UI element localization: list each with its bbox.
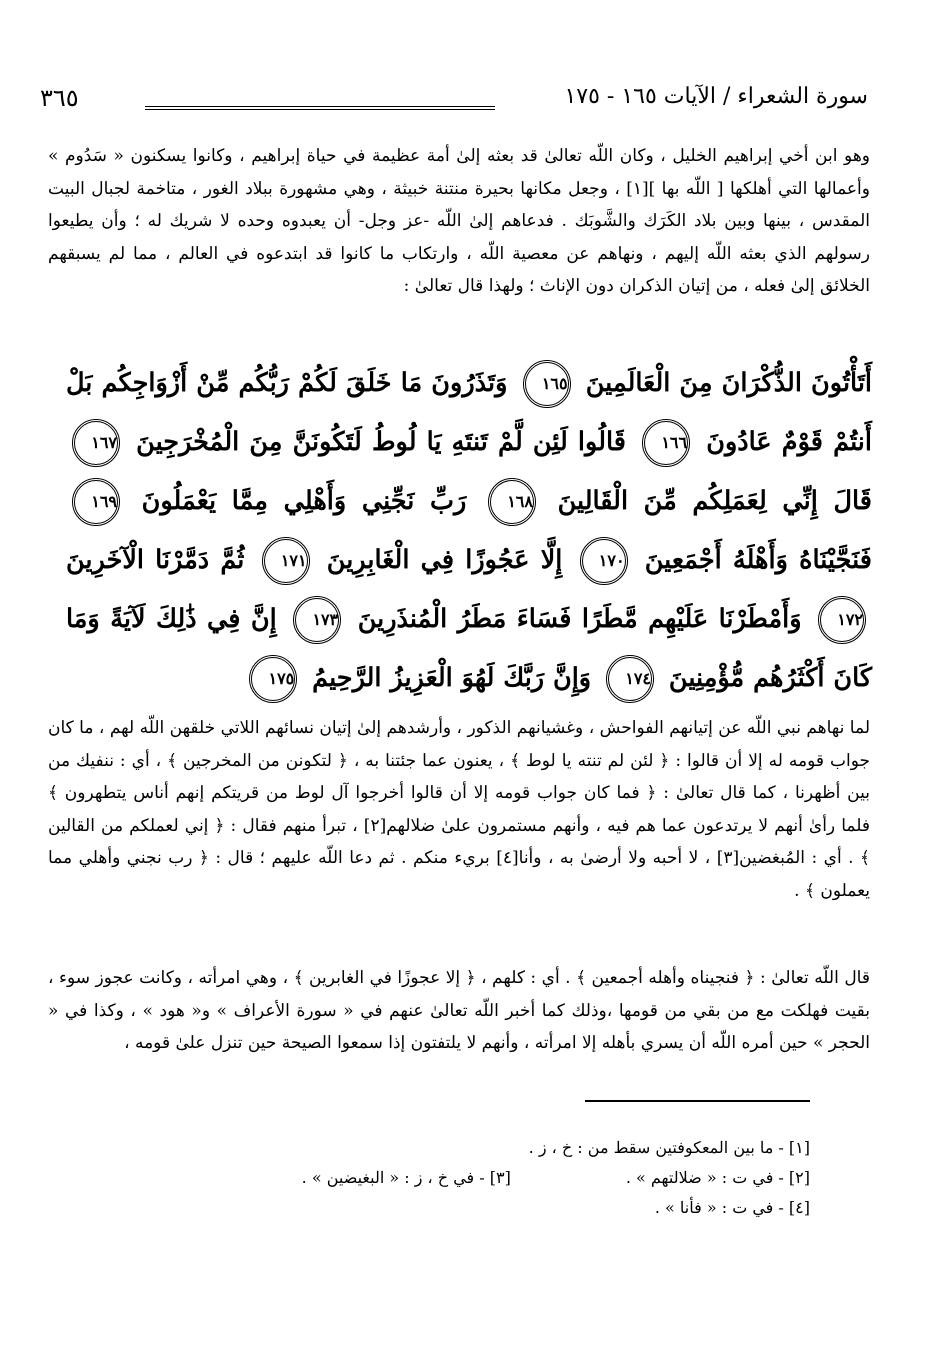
ayah-number-marker: ١٧٥	[249, 655, 297, 703]
ayah-number-marker: ١٦٨	[488, 478, 536, 526]
ayah-number-marker: ١٧١	[262, 537, 310, 585]
footnote-1: [١] - ما بين المعكوفتين سقط من : خ ، ز .	[528, 1138, 810, 1157]
commentary-paragraph-1: لما نهاهم نبي اللّه عن إتيانهم الفواحش ، وغشيانهم الذكور ، وأرشدهم إلىٰ إتيان نسائهم اللاتي خلقهن اللّه لهم ، ما كان جواب قومه له إلا أن قالوا : ﴿ لئن لم تنته يا لوط ﴾ ، يعنون عما جئتنا به ، ﴿ لتكونن من المخرجين ﴾ ، أي : ننفيك من بين أظهرنا ، كما قال تعالىٰ : ﴿ فما كان جواب قومه إلا أن قالوا أخرجوا آل لوط من قريتكم إنهم أناس يتطهرون ﴾ فلما رأىٰ أنهم لا يرتدعون عما هم فيه ، وأنهم مستمرون علىٰ ضلالهم[٢] ، تبرأ منهم فقال : ﴿ إني لعملكم من القالين ﴾ . أي : المُبغضين[٣] ، لا أحبه ولا أرضىٰ به ، وأنا[٤] بريء منكم . ثم دعا اللّه عليهم ؛ قال : ﴿ رب نجني وأهلي مما يعملون ﴾ .	[48, 718, 870, 901]
ayah-number-marker: ١٦٧	[72, 419, 120, 467]
verse-text: إِنَّ فِي ذَٰلِكَ لَآيَةً وَمَا كَانَ أَكْثَرُهُم مُّؤْمِنِينَ	[66, 604, 872, 693]
commentary-paragraph-2: قال اللّه تعالىٰ : ﴿ فنجيناه وأهله أجمعين ﴾ . أي : كلهم ، ﴿ إلا عجوزًا في الغابرين ﴾ ، وهي امرأته ، وكانت عجوز سوء ، بقيت فهلكت مع من بقي من قومها ،وذلك كما أخبر اللّه تعالىٰ عنهم في « سورة الأعراف » و« هود » ، وكذا في « الحجر » حين أمره اللّه أن يسري بأهله إلا امرأته ، وأنهم لا يلتفتون إذا سمعوا الصيحة حين تنزل علىٰ قومه ،	[48, 968, 870, 1053]
verse-text: رَبِّ نَجِّنِي وَأَهْلِي مِمَّا يَعْمَلُونَ	[141, 486, 467, 516]
footnote-4: [٤] - في ت : « فأنا » .	[654, 1198, 810, 1217]
ayah-number-marker: ١٧٤	[606, 655, 654, 703]
verse-text: وَأَمْطَرْنَا عَلَيْهِم مَّطَرًا فَسَاءَ مَطَرُ الْمُنذَرِينَ	[357, 604, 802, 634]
page-header	[40, 84, 868, 124]
verse-text: قَالُوا لَئِن لَّمْ تَنتَهِ يَا لُوطُ لَتَكُونَنَّ مِنَ الْمُخْرَجِينَ	[136, 427, 626, 457]
verse-text: أَتَأْتُونَ الذُّكْرَانَ مِنَ الْعَالَمِينَ	[585, 368, 872, 398]
quran-verses-block	[66, 354, 872, 708]
ayah-number-marker: ١٧٢	[818, 596, 866, 644]
verse-text: وَإِنَّ رَبَّكَ لَهُوَ الْعَزِيزُ الرَّحِيمُ	[312, 663, 592, 693]
footnotes	[100, 1133, 810, 1223]
footnote-2: [٢] - في ت : « ضلالتهم » .	[625, 1168, 810, 1187]
running-title: سورة الشعراء / الآيات ١٦٥ - ١٧٥	[564, 84, 868, 109]
ayah-number-marker: ١٦٩	[72, 478, 120, 526]
ayah-number-marker: ١٦٥	[523, 360, 571, 408]
ayah-number-marker: ١٧٣	[293, 596, 341, 644]
verse-text: إِلَّا عَجُوزًا فِي الْغَابِرِينَ	[326, 545, 563, 575]
footnote-3: [٣] - في خ ، ز : « البغيضين » .	[301, 1168, 511, 1187]
header-rule	[145, 106, 495, 110]
ayah-number-marker: ١٦٦	[642, 419, 690, 467]
ayah-number-marker: ١٧٠	[580, 537, 628, 585]
page-number: ٣٦٥	[40, 84, 79, 112]
verse-text: قَالَ إِنِّي لِعَمَلِكُم مِّنَ الْقَالِينَ	[557, 486, 872, 516]
intro-paragraph: وهو ابن أخي إبراهيم الخليل ، وكان اللّه تعالىٰ قد بعثه إلىٰ أمة عظيمة في حياة إبراهيم ، وكانوا يسكنون « سَدُوم » وأعمالها التي أهلكها [ اللّه بها ][١] ، وجعل مكانها بحيرة منتنة خبيثة ، وهي مشهورة ببلاد الغور ، متاخمة لجبال البيت المقدس ، بينها وبين بلاد الكَرَك والشَّوبَك . فدعاهم إلىٰ اللّه -عز وجل- أن يعبدوه وحده لا شريك له ؛ وأن يطيعوا رسولهم الذي بعثه اللّه إليهم ، ونهاهم عن معصية اللّه ، وارتكاب ما كانوا قد ابتدعوه في العالم ، مما لم يسبقهم الخلائق إلىٰ فعله ، من إتيان الذكران دون الإناث ؛ ولهذا قال تعالىٰ :	[48, 146, 870, 296]
verse-text: ثُمَّ دَمَّرْنَا الْآخَرِينَ	[66, 545, 245, 575]
verse-text: فَنَجَّيْنَاهُ وَأَهْلَهُ أَجْمَعِينَ	[644, 545, 872, 575]
verse-text: وَتَذَرُونَ مَا خَلَقَ لَكُمْ رَبُّكُم مِّنْ أَزْوَاجِكُم بَلْ أَنتُمْ قَوْمٌ عَادُونَ	[66, 368, 872, 457]
footnote-rule	[585, 1100, 810, 1102]
